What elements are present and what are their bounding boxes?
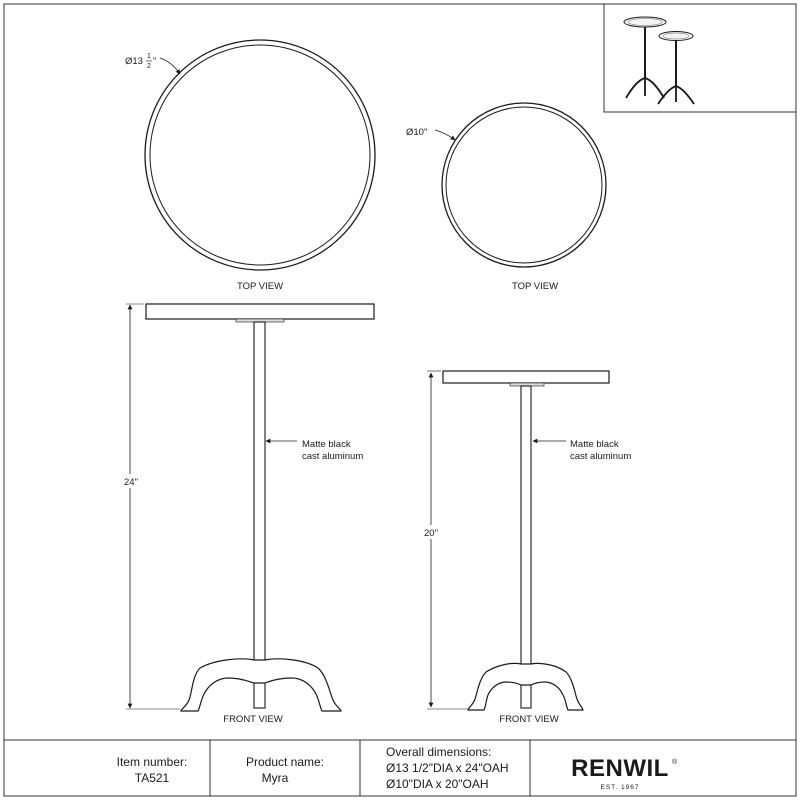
small-material-line2: cast aluminum <box>570 451 632 462</box>
title-block <box>4 740 796 796</box>
front-view-large <box>118 304 374 725</box>
front-view-label-large: FRONT VIEW <box>223 714 283 725</box>
top-view-small <box>406 103 606 292</box>
top-view-label-small: TOP VIEW <box>511 281 559 292</box>
item-number-value: TA521 <box>134 771 170 785</box>
large-material-line1: Matte black <box>302 439 351 450</box>
top-view-large <box>125 40 375 292</box>
registered-mark: ® <box>672 759 678 766</box>
brand-logo: RENWIL <box>571 755 669 782</box>
brand-established: EST. 1967 <box>600 784 640 791</box>
item-number-label: Item number: <box>116 755 188 769</box>
large-height-label: 24" <box>124 477 138 488</box>
large-diameter-fraction-den: 2 <box>147 63 151 70</box>
large-material-line2: cast aluminum <box>302 451 364 462</box>
overall-dimensions-line2: Ø10"DIA x 20"OAH <box>386 777 489 791</box>
top-view-label-large: TOP VIEW <box>236 281 284 292</box>
product-name-value: Myra <box>261 771 289 785</box>
large-diameter-label: Ø13 <box>125 56 143 67</box>
overall-dimensions-label: Overall dimensions: <box>386 745 492 759</box>
overall-dimensions-line1: Ø13 1/2"DIA x 24"OAH <box>386 761 509 775</box>
sheet-border <box>4 4 796 796</box>
large-diameter-fraction-num: 1 <box>147 53 151 60</box>
small-height-label: 20" <box>424 528 438 539</box>
small-diameter-label: Ø10" <box>406 127 428 138</box>
small-material-line1: Matte black <box>570 439 619 450</box>
large-diameter-inch-mark: " <box>153 56 157 67</box>
product-name-label: Product name: <box>245 755 325 769</box>
product-thumbnail <box>604 4 796 112</box>
front-view-small <box>418 371 631 725</box>
front-view-label-small: FRONT VIEW <box>499 714 559 725</box>
